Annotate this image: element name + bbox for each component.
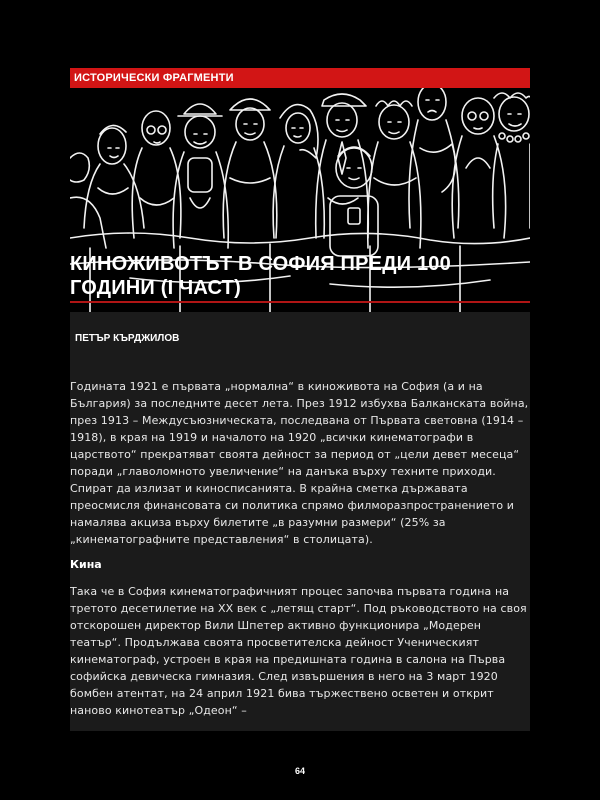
article-body — [70, 378, 530, 731]
subheading-cinemas: Кина — [70, 558, 102, 571]
section-label: ИСТОРИЧЕСКИ ФРАГМЕНТИ — [70, 68, 530, 88]
article-page — [70, 68, 530, 731]
article-title: КИНОЖИВОТЪТ В СОФИЯ ПРЕДИ 100 ГОДИНИ (I ЧАСТ) — [70, 253, 451, 299]
page-number: 64 — [294, 766, 305, 776]
article-author: ПЕТЪР КЪРДЖИЛОВ — [75, 333, 180, 344]
paragraph-2: Така че в София кинематографичният процес започва първата година на третото десетилетие на XX век с „летящ старт“. Под ръководството на своя отскорошен директор Вили Шпетер активно функционира „Модерен театър“. Продължава своята просветителска дейност Ученическият кинематограф, устроен в края на предишната година в салона на Първа софийска девическа гимназия. След извършения в него на 3 март 1920 бомбен атентат, на 24 април 1921 бива тържествено осветен и открит наново кинотеатър „Одеон“ – — [70, 585, 527, 717]
paragraph-1: Годината 1921 е първата „нормална“ в киноживота на София (а и на България) за последните десет лета. През 1912 избухва Балканската война, през 1913 – Междусъюзническата, последвана от Първата световна (1914 – 1918), в края на 1919 и началото на 1920 „всички кинематографи в царството“ прекратяват своята дейност за период от „цели девет месеца“ поради „главоломното увеличение“ на данъка върху техните приходи. Спират да излизат и киносписанията. В крайна сметка държавата преосмисля финансовата си политика спрямо филморазпространението и намалява акциза върху билетите „в разумни размери“ (25% за „кинематографните представления“ в столицата). — [70, 380, 529, 546]
title-divider — [70, 301, 530, 303]
